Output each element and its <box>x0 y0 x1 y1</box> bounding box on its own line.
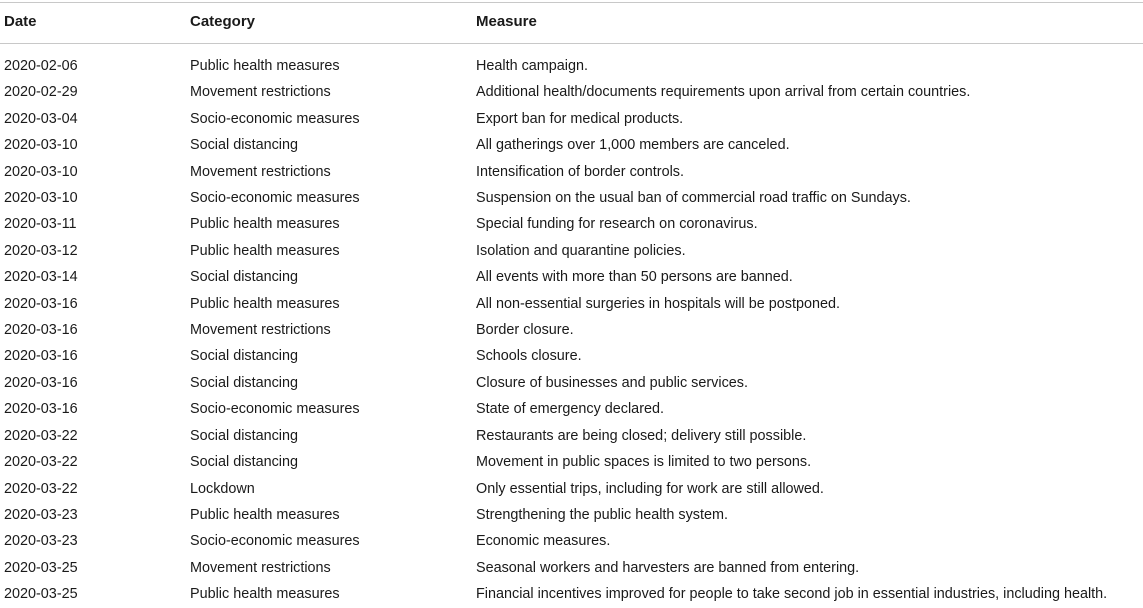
cell-date: 2020-03-16 <box>4 401 78 418</box>
cell-category: Public health measures <box>190 506 340 523</box>
table-row <box>0 238 1143 264</box>
cell-measure: Strengthening the public health system. <box>476 506 728 523</box>
cell-date: 2020-03-22 <box>4 454 78 471</box>
cell-date: 2020-03-23 <box>4 506 78 523</box>
cell-date: 2020-03-23 <box>4 533 78 550</box>
cell-date: 2020-03-16 <box>4 295 78 312</box>
cell-measure: Closure of businesses and public services. <box>476 374 748 391</box>
header-date: Date <box>4 13 37 30</box>
cell-category: Public health measures <box>190 295 340 312</box>
table-row <box>0 106 1143 132</box>
cell-category: Social distancing <box>190 374 298 391</box>
table-row <box>0 291 1143 317</box>
table-row <box>0 264 1143 290</box>
cell-category: Socio-economic measures <box>190 190 360 207</box>
cell-measure: Additional health/documents requirements upon arrival from certain countries. <box>476 84 971 101</box>
cell-category: Lockdown <box>190 480 255 497</box>
table-row <box>0 502 1143 528</box>
table-row <box>0 43 1143 79</box>
cell-measure: All gatherings over 1,000 members are canceled. <box>476 137 790 154</box>
cell-measure: Suspension on the usual ban of commercial road traffic on Sundays. <box>476 190 911 207</box>
cell-category: Socio-economic measures <box>190 401 360 418</box>
cell-measure: Restaurants are being closed; delivery still possible. <box>476 427 807 444</box>
cell-date: 2020-03-10 <box>4 137 78 154</box>
cell-measure: Economic measures. <box>476 533 611 550</box>
cell-measure: Financial incentives improved for people to take second job in essential industries, including health. <box>476 586 1108 603</box>
table-row <box>0 370 1143 396</box>
cell-date: 2020-03-25 <box>4 586 78 603</box>
table-row <box>0 423 1143 449</box>
cell-date: 2020-03-10 <box>4 190 78 207</box>
table-row <box>0 343 1143 369</box>
cell-date: 2020-03-10 <box>4 163 78 180</box>
cell-date: 2020-03-16 <box>4 322 78 339</box>
cell-date: 2020-03-14 <box>4 269 78 286</box>
table-row <box>0 79 1143 105</box>
table-row <box>0 581 1143 607</box>
table-row <box>0 396 1143 422</box>
cell-date: 2020-03-25 <box>4 559 78 576</box>
cell-measure: State of emergency declared. <box>476 401 664 418</box>
table-row <box>0 132 1143 158</box>
cell-date: 2020-02-06 <box>4 58 78 74</box>
cell-category: Public health measures <box>190 216 340 233</box>
cell-category: Public health measures <box>190 58 340 74</box>
cell-date: 2020-03-04 <box>4 110 78 127</box>
cell-date: 2020-03-11 <box>4 216 77 233</box>
cell-measure: Schools closure. <box>476 348 582 365</box>
cell-date: 2020-03-16 <box>4 374 78 391</box>
cell-category: Movement restrictions <box>190 559 331 576</box>
cell-category: Social distancing <box>190 269 298 286</box>
cell-date: 2020-03-12 <box>4 242 78 259</box>
cell-measure: Export ban for medical products. <box>476 110 684 127</box>
table-row <box>0 449 1143 475</box>
cell-measure: Border closure. <box>476 322 574 339</box>
cell-measure: Special funding for research on coronavirus. <box>476 216 758 233</box>
table-row <box>0 159 1143 185</box>
cell-category: Movement restrictions <box>190 163 331 180</box>
cell-date: 2020-03-22 <box>4 427 78 444</box>
cell-date: 2020-03-22 <box>4 480 78 497</box>
table-row <box>0 211 1143 237</box>
table-body <box>0 43 1143 608</box>
table-row <box>0 185 1143 211</box>
cell-measure: Only essential trips, including for work are still allowed. <box>476 480 824 497</box>
cell-category: Socio-economic measures <box>190 110 360 127</box>
cell-category: Public health measures <box>190 242 340 259</box>
cell-category: Public health measures <box>190 586 340 603</box>
cell-category: Movement restrictions <box>190 84 331 101</box>
header-category: Category <box>190 13 256 30</box>
cell-category: Social distancing <box>190 348 298 365</box>
cell-category: Social distancing <box>190 427 298 444</box>
cell-date: 2020-03-16 <box>4 348 78 365</box>
header-measure: Measure <box>476 13 537 30</box>
cell-category: Social distancing <box>190 454 298 471</box>
cell-measure: Health campaign. <box>476 58 588 74</box>
table-row <box>0 555 1143 581</box>
cell-measure: Intensification of border controls. <box>476 163 684 180</box>
cell-category: Socio-economic measures <box>190 533 360 550</box>
cell-measure: Movement in public spaces is limited to two persons. <box>476 454 812 471</box>
cell-measure: All non-essential surgeries in hospitals will be postponed. <box>476 295 840 312</box>
cell-category: Social distancing <box>190 137 298 154</box>
cell-date: 2020-02-29 <box>4 84 78 101</box>
cell-category: Movement restrictions <box>190 322 331 339</box>
header-row <box>0 0 1143 43</box>
table-row <box>0 528 1143 554</box>
cell-measure: Isolation and quarantine policies. <box>476 242 686 259</box>
table-row <box>0 476 1143 502</box>
table-row <box>0 317 1143 343</box>
cell-measure: All events with more than 50 persons are banned. <box>476 269 793 286</box>
cell-measure: Seasonal workers and harvesters are banned from entering. <box>476 559 860 576</box>
table-header <box>0 0 1143 43</box>
